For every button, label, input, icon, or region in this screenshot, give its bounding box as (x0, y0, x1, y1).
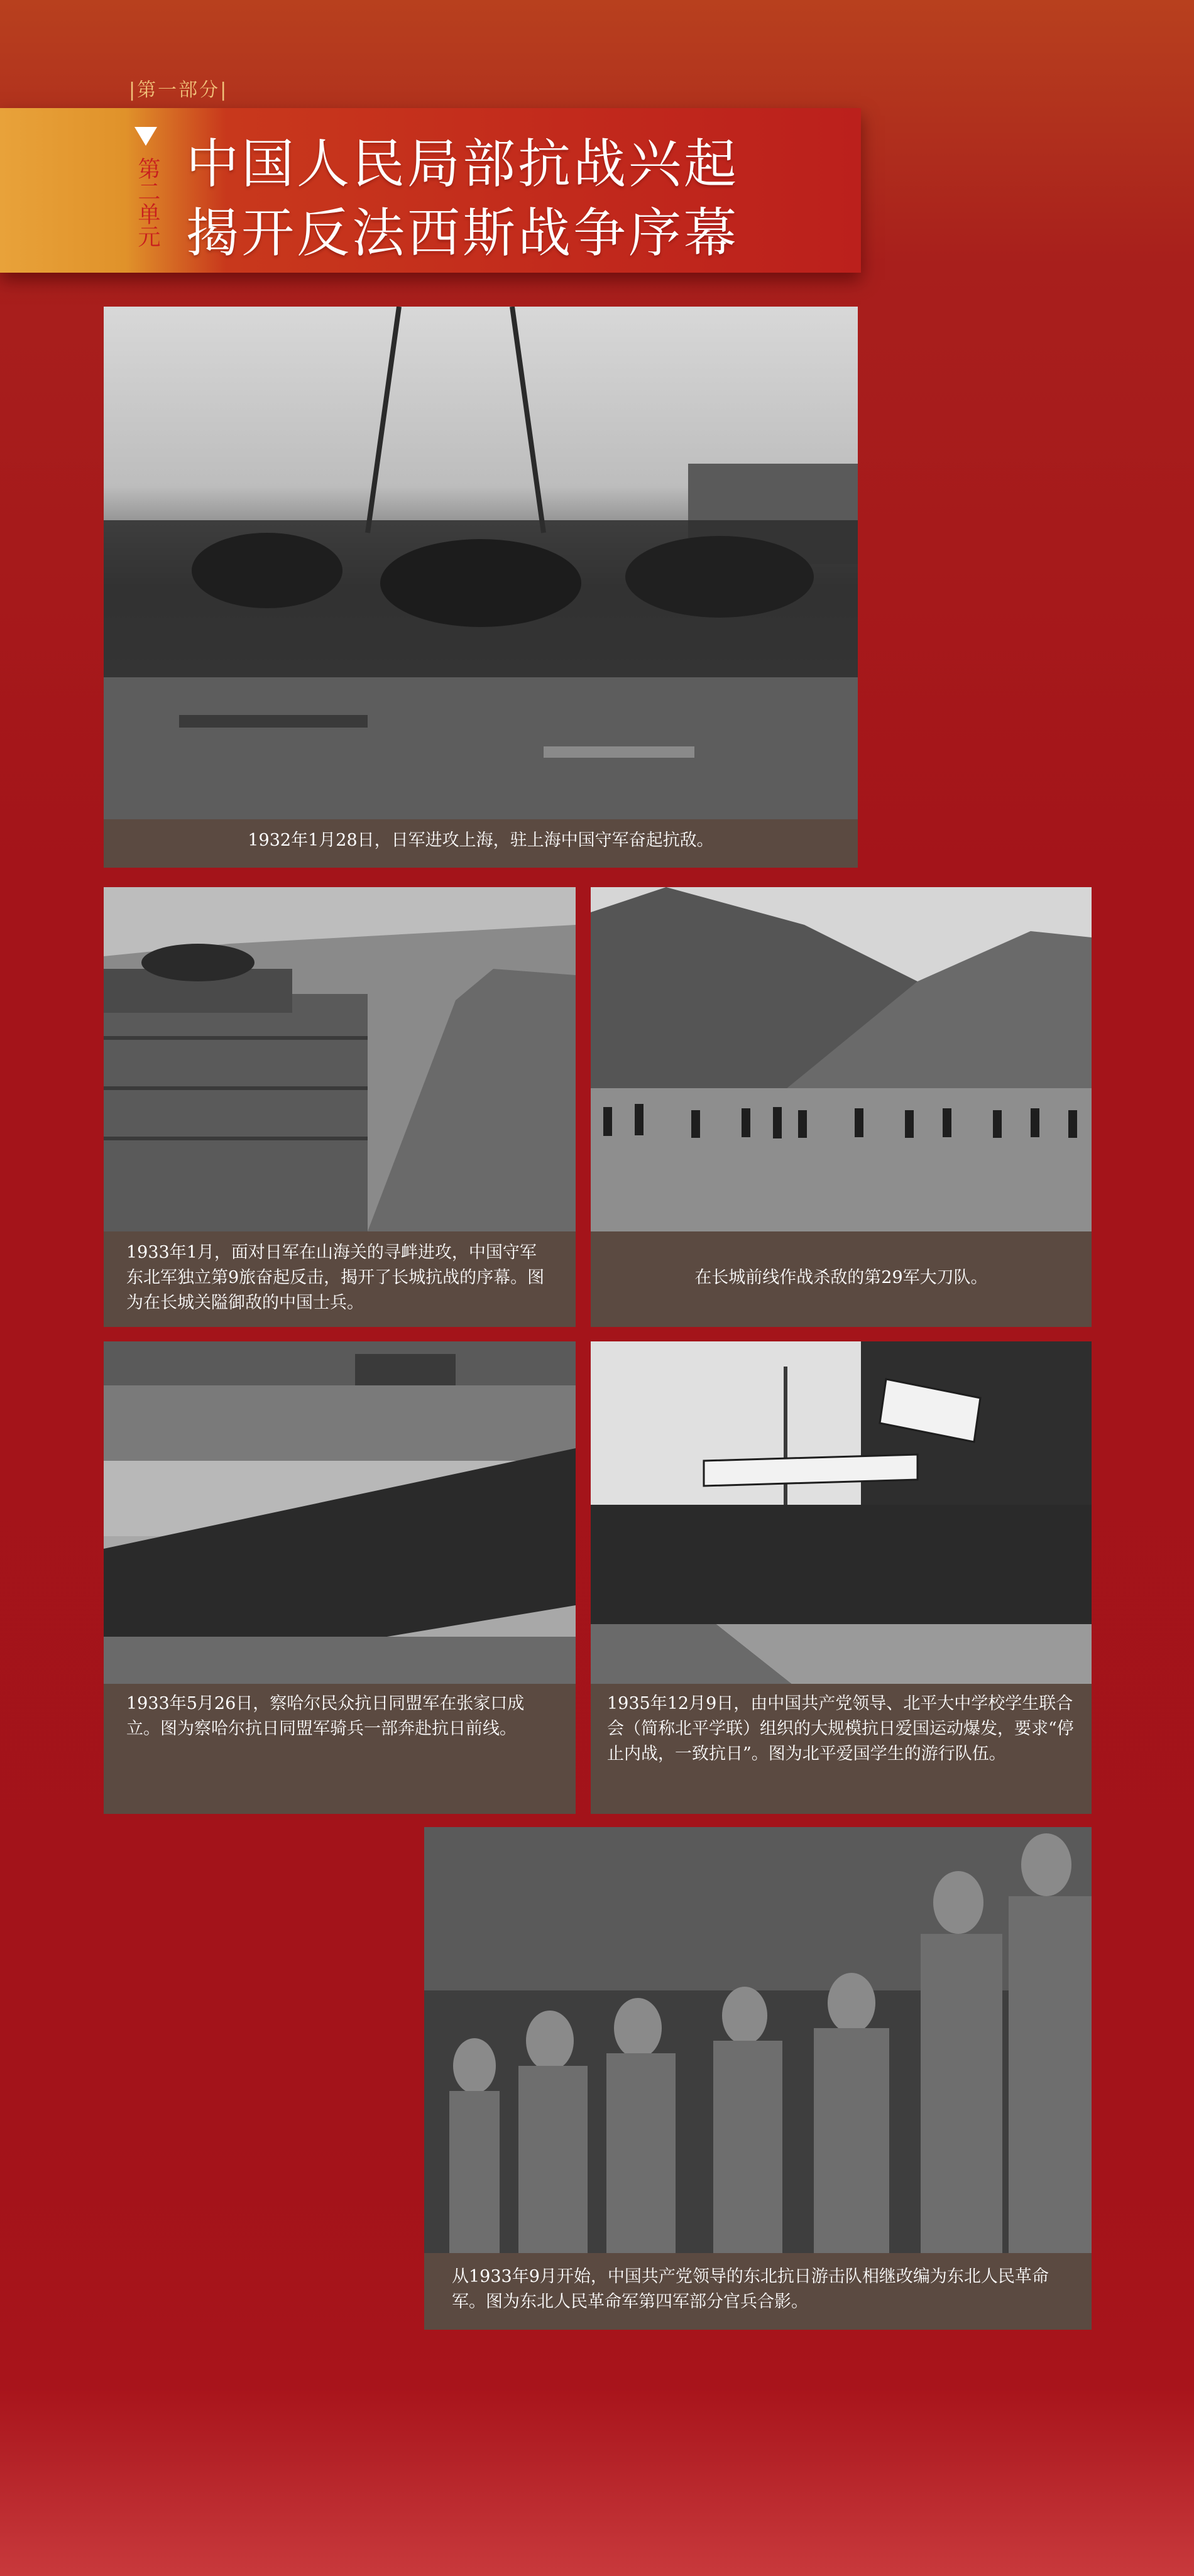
photo-great-wall-soldiers (104, 887, 576, 1231)
photo-card-broadsword-team (591, 887, 1092, 1327)
photo-caption: 从1933年9月开始，中国共产党领导的东北抗日游击队相继改编为东北人民革命军。图为东北人民革命军第四军部分官兵合影。 (424, 2253, 1092, 2330)
photo-shanghai-battle (104, 307, 858, 819)
photo-student-march (591, 1341, 1092, 1684)
photo-broadsword-team (591, 887, 1092, 1231)
photo-caption: 1932年1月28日，日军进攻上海，驻上海中国守军奋起抗敌。 (104, 819, 858, 868)
page-title-line1: 中国人民局部抗战兴起 (186, 133, 740, 195)
title-banner (0, 108, 861, 273)
part-label: |第一部分| (129, 79, 229, 101)
page-title-line2: 揭开反法西斯战争序幕 (186, 202, 740, 264)
photo-caption: 在长城前线作战杀敌的第29军大刀队。 (591, 1231, 1092, 1327)
photo-caption: 1935年12月9日，由中国共产党领导、北平大中学校学生联合会（简称北平学联）组织的大规模抗日爱国运动爆发，要求“停止内战，一致抗日”。图为北平爱国学生的游行队伍。 (591, 1684, 1092, 1814)
photo-caption: 1933年1月，面对日军在山海关的寻衅进攻，中国守军东北军独立第9旅奋起反击，揭开了长城抗战的序幕。图为在长城关隘御敌的中国士兵。 (104, 1231, 576, 1327)
photo-card-great-wall-soldiers (104, 887, 576, 1327)
photo-northeast-army-group (424, 1827, 1092, 2253)
unit-label: 第二单元 (134, 157, 160, 248)
photo-card-december-9th (591, 1341, 1092, 1814)
photo-card-shanghai (104, 307, 858, 868)
photo-cavalry (104, 1341, 576, 1684)
photo-card-cavalry (104, 1341, 576, 1814)
photo-caption: 1933年5月26日，察哈尔民众抗日同盟军在张家口成立。图为察哈尔抗日同盟军骑兵一部奔赴抗日前线。 (104, 1684, 576, 1814)
triangle-marker-icon (134, 127, 157, 146)
photo-card-northeast-army (424, 1827, 1092, 2330)
